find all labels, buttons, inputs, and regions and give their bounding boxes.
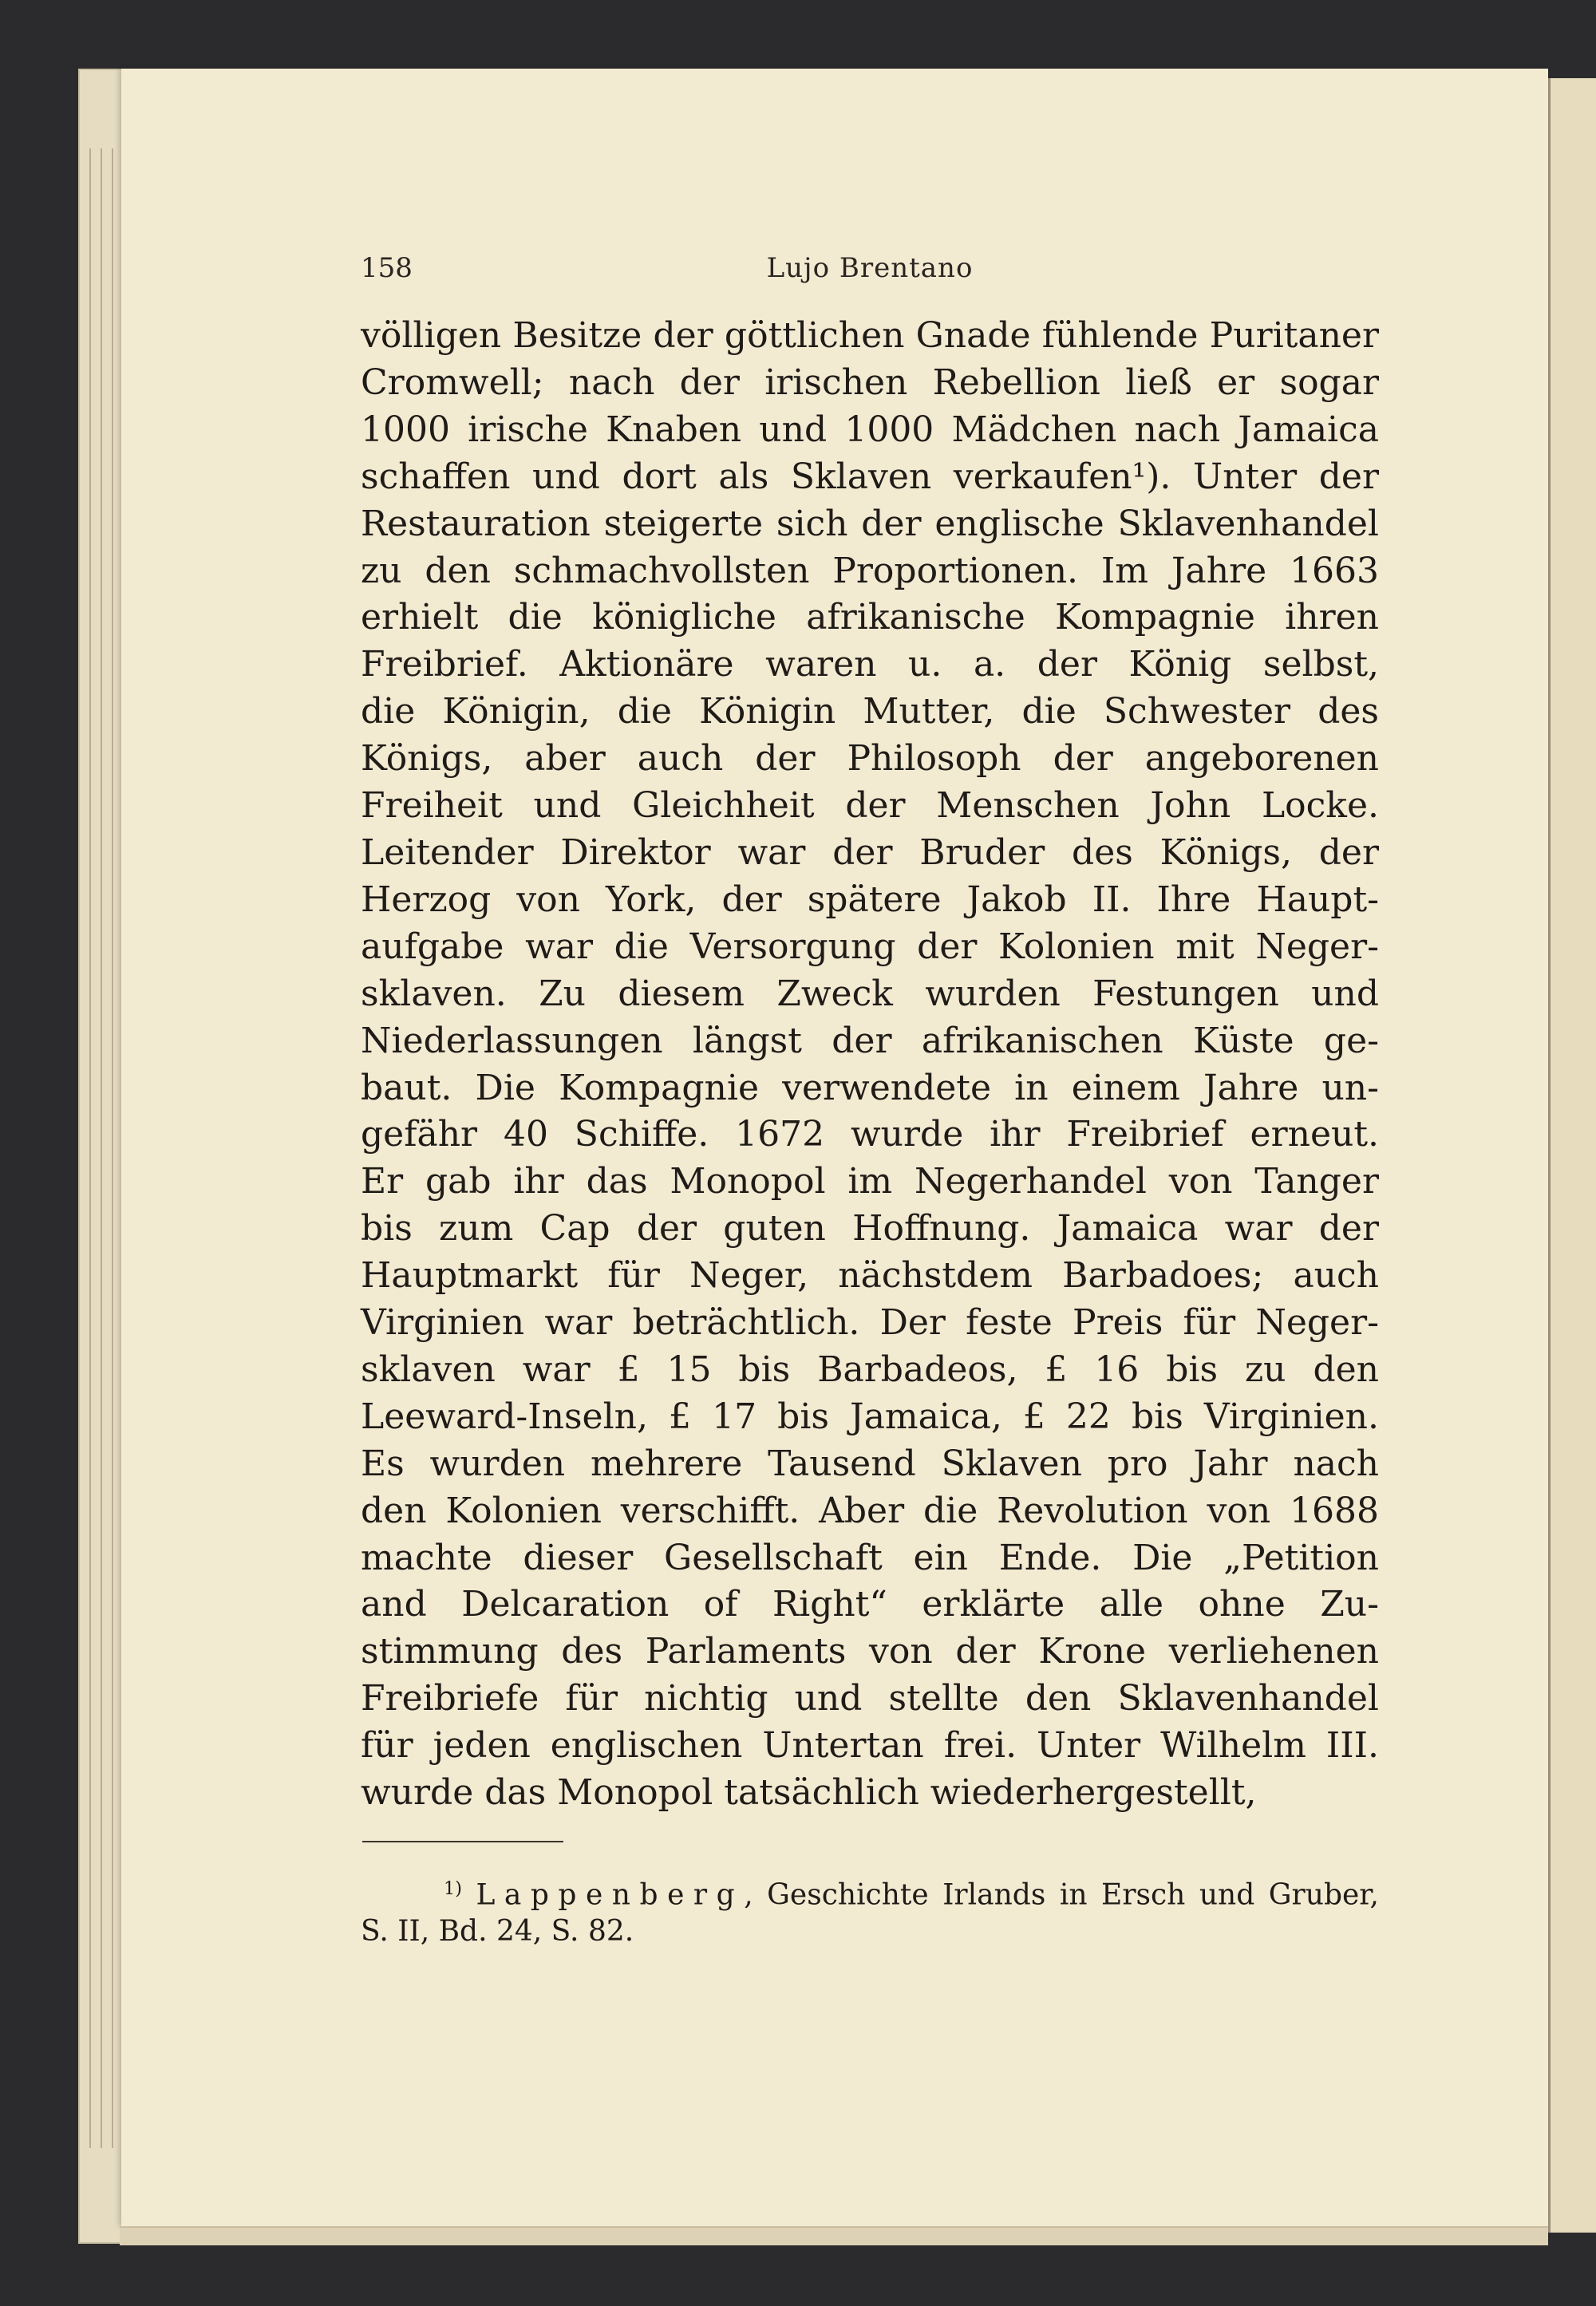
- text-line: and Delcaration of Right“ erklärte alle ohne Zu-: [361, 1584, 1379, 1625]
- footnote-marker: 1): [444, 1878, 462, 1899]
- page-edge-line: [112, 148, 113, 2148]
- text-line: die Königin, die Königin Mutter, die Schwester des: [361, 691, 1379, 732]
- text-line: Leitender Direktor war der Bruder des Königs, der: [361, 831, 1379, 873]
- text-line: machte dieser Gesellschaft ein Ende. Die „Petition: [361, 1537, 1379, 1578]
- page-header: [361, 252, 1379, 292]
- running-head: Lujo Brentano: [766, 252, 974, 284]
- text-line: Freibriefe für nichtig und stellte den Sklavenhandel: [361, 1678, 1379, 1720]
- text-line: aufgabe war die Versorgung der Kolonien mit Neger-: [361, 926, 1379, 967]
- text-line: Herzog von York, der spätere Jakob II. Ihre Haupt-: [361, 879, 1379, 920]
- text-line: Königs, aber auch der Philosoph der angeborenen: [361, 738, 1379, 780]
- text-line: den Kolonien verschifft. Aber die Revolution von 1688: [361, 1490, 1379, 1531]
- facing-page-edge: [1548, 78, 1596, 2233]
- page-edge-line: [101, 148, 102, 2148]
- text-line: baut. Die Kompagnie verwendete in einem Jahre un-: [361, 1067, 1379, 1108]
- text-line: Cromwell; nach der irischen Rebellion ließ er sogar: [361, 361, 1379, 403]
- text-line: schaffen und dort als Sklaven verkaufen¹). Unter der: [361, 456, 1379, 497]
- text-line: Leeward-Inseln, £ 17 bis Jamaica, £ 22 bis Virginien.: [361, 1396, 1379, 1437]
- text-line: Freibrief. Aktionäre waren u. a. der König selbst,: [361, 644, 1379, 685]
- footnote-line: S. II, Bd. 24, S. 82.: [361, 1915, 634, 1949]
- text-line: Hauptmarkt für Neger, nächstdem Barbadoes; auch: [361, 1255, 1379, 1297]
- text-line: 1000 irische Knaben und 1000 Mädchen nach Jamaica: [361, 409, 1379, 450]
- footnote-author: Lappenberg: [476, 1878, 745, 1912]
- text-line: Niederlassungen längst der afrikanischen Küste ge-: [361, 1020, 1379, 1061]
- text-line: Restauration steigerte sich der englische Sklavenhandel: [361, 503, 1379, 544]
- footnote: [361, 1870, 1379, 1950]
- text-line: für jeden englischen Untertan frei. Unter Wilhelm III.: [361, 1725, 1379, 1767]
- text-line: sklaven. Zu diesem Zweck wurden Festungen und: [361, 973, 1379, 1014]
- text-line: bis zum Cap der guten Hoffnung. Jamaica war der: [361, 1208, 1379, 1250]
- text-line: Er gab ihr das Monopol im Negerhandel von Tanger: [361, 1161, 1379, 1202]
- footnote-line: [361, 1870, 1379, 1913]
- text-line: wurde das Monopol tatsächlich wiederhergestellt,: [361, 1772, 1257, 1814]
- text-line: gefähr 40 Schiffe. 1672 wurde ihr Freibrief erneut.: [361, 1114, 1379, 1155]
- page-number: 158: [361, 252, 413, 284]
- text-line: völligen Besitze der göttlichen Gnade fühlende Puritaner: [361, 315, 1379, 356]
- footnote-text: , Geschichte Irlands in Ersch und Gruber,: [744, 1878, 1380, 1912]
- text-line: Freiheit und Gleichheit der Menschen John Locke.: [361, 785, 1379, 827]
- text-line: zu den schmachvollsten Proportionen. Im Jahre 1663: [361, 550, 1379, 591]
- page-edge-line: [89, 148, 91, 2148]
- page-bottom-edge: [120, 2226, 1548, 2245]
- text-line: stimmung des Parlaments von der Krone verliehenen: [361, 1631, 1379, 1672]
- text-line: sklaven war £ 15 bis Barbadeos, £ 16 bis zu den: [361, 1348, 1379, 1390]
- footnote-rule: [362, 1841, 563, 1842]
- text-line: erhielt die königliche afrikanische Kompagnie ihren: [361, 597, 1379, 638]
- text-line: Es wurden mehrere Tausend Sklaven pro Jahr nach: [361, 1443, 1379, 1484]
- text-line: Virginien war beträchtlich. Der feste Preis für Neger-: [361, 1302, 1379, 1344]
- body-text: [361, 313, 1379, 1817]
